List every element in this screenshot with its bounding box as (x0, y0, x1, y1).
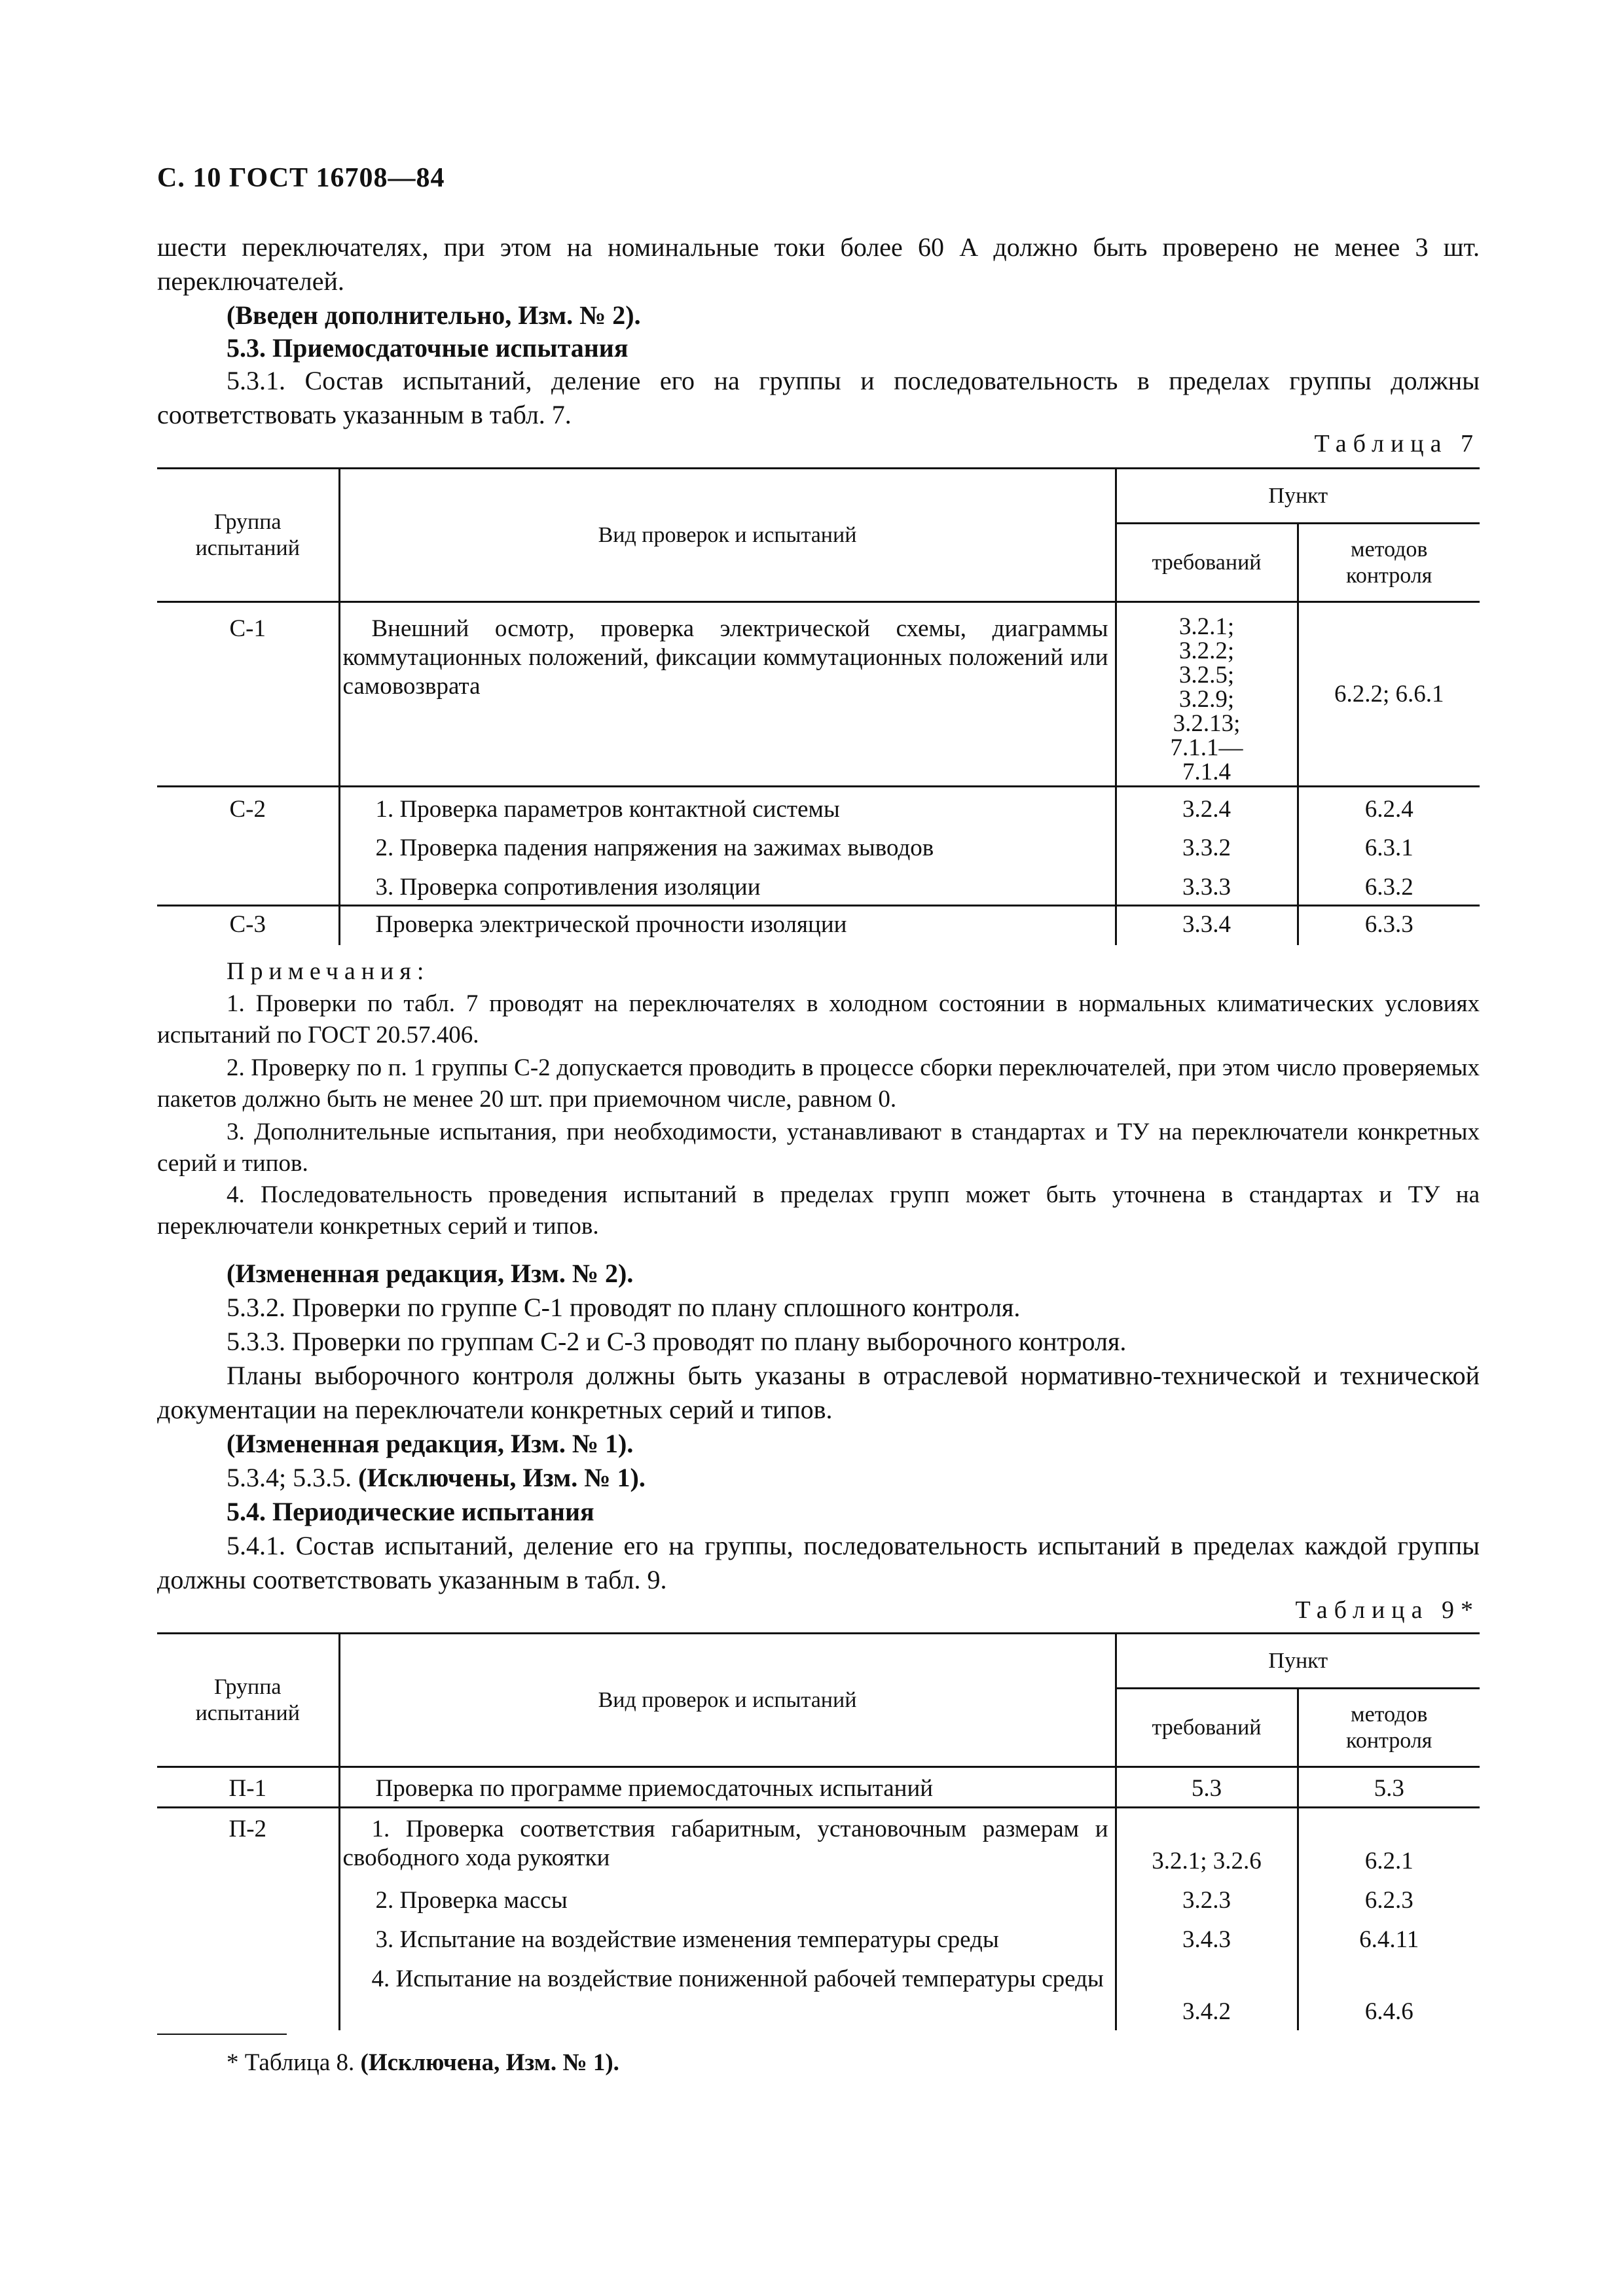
table7-cell-kind: 3. Проверка сопротивления изоляции (339, 867, 1116, 906)
section-title-5-3: 5.3. Приемосдаточные испытания (227, 333, 629, 363)
table9-caption: Таблица 9* (1295, 1596, 1480, 1624)
paragraph-plans: Планы выборочного контроля должны быть указаны в отраслевой нормативно-технической и технической документации на переключатели конкретных серий и типов. (157, 1361, 1480, 1424)
table9-head-group: Группа испытаний (157, 1634, 339, 1767)
table7-cell-methods: 6.2.4 (1298, 787, 1480, 827)
table9-cell-group: П-1 (157, 1767, 339, 1808)
table7-cell-group: С-2 (229, 796, 266, 823)
table-9 (157, 1632, 1480, 2030)
table9-cell-group (157, 1958, 339, 2030)
table7-head-req: требований (1116, 524, 1298, 602)
table9-cell-methods: 6.4.6 (1298, 1958, 1480, 2030)
table9-cell-req: 3.2.3 (1116, 1880, 1298, 1919)
table-row (157, 867, 1480, 906)
table7-cell-req: 3.2.4 (1116, 787, 1298, 827)
table9-cell-methods: 6.2.3 (1298, 1880, 1480, 1919)
table7-cell-req: 3.3.4 (1116, 906, 1298, 945)
table-row (157, 1808, 1480, 1880)
amendment-note: (Введен дополнительно, Изм. № 2). (227, 300, 641, 330)
amendment-note: (Измененная редакция, Изм. № 1). (227, 1429, 634, 1458)
table9-cell-methods: 6.2.1 (1298, 1808, 1480, 1880)
footnote (227, 2049, 619, 2077)
table7-cell-methods: 6.3.2 (1298, 867, 1480, 906)
note-item: 3. Дополнительные испытания, при необходимости, устанавливают в стандартах и ТУ на переключатели конкретных серий и типов. (157, 1119, 1480, 1177)
table7-head-methods: методов контроля (1298, 524, 1480, 602)
table-row (157, 602, 1480, 787)
table7-cell-kind: 2. Проверка падения напряжения на зажимах выводов (339, 827, 1116, 867)
table9-cell-req: 5.3 (1116, 1767, 1298, 1808)
table9-cell-req: 3.4.2 (1116, 1958, 1298, 2030)
paragraph-5-3-2: 5.3.2. Проверки по группе С-1 проводят по плану сплошного контроля. (227, 1293, 1021, 1322)
table7-cell-req: 3.3.3 (1116, 867, 1298, 906)
paragraph-5-3-3: 5.3.3. Проверки по группам С-2 и С-3 проводят по плану выборочного контроля. (227, 1327, 1127, 1356)
table7-head-punkt: Пункт (1116, 469, 1480, 524)
table7-cell-group (157, 867, 339, 906)
paragraph-5-3-1: 5.3.1. Состав испытаний, деление его на группы и последовательность в пределах группы должны соответствовать указанным в табл. 7. (157, 366, 1480, 429)
table7-cell-methods: 6.3.1 (1298, 827, 1480, 867)
table-row (157, 906, 1480, 945)
table9-cell-req: 3.2.1; 3.2.6 (1116, 1808, 1298, 1880)
footnote-status: (Исключена, Изм. № 1). (360, 2049, 619, 2076)
table9-cell-kind: 1. Проверка соответствия габаритным, установочным размерам и свободного хода рукоятки (339, 1808, 1116, 1880)
table7-cell-group (157, 827, 339, 867)
table9-head-req: требований (1116, 1689, 1298, 1767)
table9-cell-methods: 5.3 (1298, 1767, 1480, 1808)
table9-cell-kind: 3. Испытание на воздействие изменения температуры среды (339, 1919, 1116, 1958)
note-item: 4. Последовательность проведения испытаний в пределах групп может быть уточнена в стандартах и ТУ на переключатели конкретных серий и типов. (157, 1181, 1480, 1240)
table7-caption: Таблица 7 (1314, 430, 1480, 457)
table7-cell-req: 3.2.1; 3.2.2; 3.2.5; 3.2.9; 3.2.13; 7.1.1—7.1.4 (1116, 602, 1298, 787)
paragraph-5-4-1: 5.4.1. Состав испытаний, деление его на группы, последовательность испытаний в пределах каждой группы должны соответствовать указанным в табл. 9. (157, 1531, 1480, 1594)
section-title-5-4: 5.4. Периодические испытания (227, 1497, 594, 1526)
table-row (157, 1880, 1480, 1919)
table9-head-methods: методов контроля (1298, 1689, 1480, 1767)
table-row (157, 787, 1480, 827)
footnote-text: * Таблица 8. (227, 2049, 355, 2076)
table7-cell-methods: 6.3.3 (1298, 906, 1480, 945)
note-item: 2. Проверку по п. 1 группы С-2 допускается проводить в процессе сборки переключателей, при этом число проверяемых пакетов должно быть не менее 20 шт. при приемочном числе, равном 0. (157, 1054, 1480, 1113)
table-row (157, 827, 1480, 867)
table-row (157, 1958, 1480, 2030)
table7-cell-kind: 1. Проверка параметров контактной системы (339, 787, 1116, 827)
table7-cell-kind: Проверка электрической прочности изоляции (339, 906, 1116, 945)
table-row (157, 1919, 1480, 1958)
table9-head-kind: Вид проверок и испытаний (339, 1634, 1116, 1767)
table7-cell-req: 3.3.2 (1116, 827, 1298, 867)
footnote-divider (157, 2034, 287, 2035)
table7-cell-methods: 6.2.2; 6.6.1 (1298, 602, 1480, 787)
page-header: С. 10 ГОСТ 16708—84 (157, 163, 445, 193)
paragraph-5-3-4 (227, 1461, 646, 1495)
table9-cell-group (157, 1880, 339, 1919)
table-7 (157, 467, 1480, 945)
table9-cell-kind: Проверка по программе приемосдаточных испытаний (339, 1767, 1116, 1808)
table9-cell-req: 3.4.3 (1116, 1919, 1298, 1958)
paragraph-intro: шести переключателях, при этом на номинальные токи более 60 А должно быть проверено не менее 3 шт. переключателей. (157, 232, 1480, 296)
table9-cell-methods: 6.4.11 (1298, 1919, 1480, 1958)
note-item: 1. Проверки по табл. 7 проводят на переключателях в холодном состоянии в нормальных климатических условиях испытаний по ГОСТ 20.57.406. (157, 990, 1480, 1049)
table7-head-group: Группа испытаний (157, 469, 339, 602)
table9-head-punkt: Пункт (1116, 1634, 1480, 1689)
paragraph-5-3-4-status: (Исключены, Изм. № 1). (358, 1463, 646, 1492)
notes-title: Примечания: (227, 958, 430, 985)
table7-head-kind: Вид проверок и испытаний (339, 469, 1116, 602)
table9-cell-group (157, 1919, 339, 1958)
table9-cell-group: П-2 (228, 1816, 267, 1842)
paragraph-5-3-4-number: 5.3.4; 5.3.5. (227, 1463, 352, 1492)
table-row (157, 1767, 1480, 1808)
table7-cell-kind: Внешний осмотр, проверка электрической схемы, диаграммы коммутационных положений, фиксации коммутационных положений или самовозврата (339, 602, 1116, 787)
table7-cell-group: С-3 (229, 911, 266, 938)
table9-cell-kind: 4. Испытание на воздействие пониженной рабочей температуры среды (339, 1958, 1116, 2030)
amendment-note: (Измененная редакция, Изм. № 2). (227, 1259, 634, 1288)
table9-cell-kind: 2. Проверка массы (339, 1880, 1116, 1919)
table7-cell-group: С-1 (157, 602, 339, 787)
